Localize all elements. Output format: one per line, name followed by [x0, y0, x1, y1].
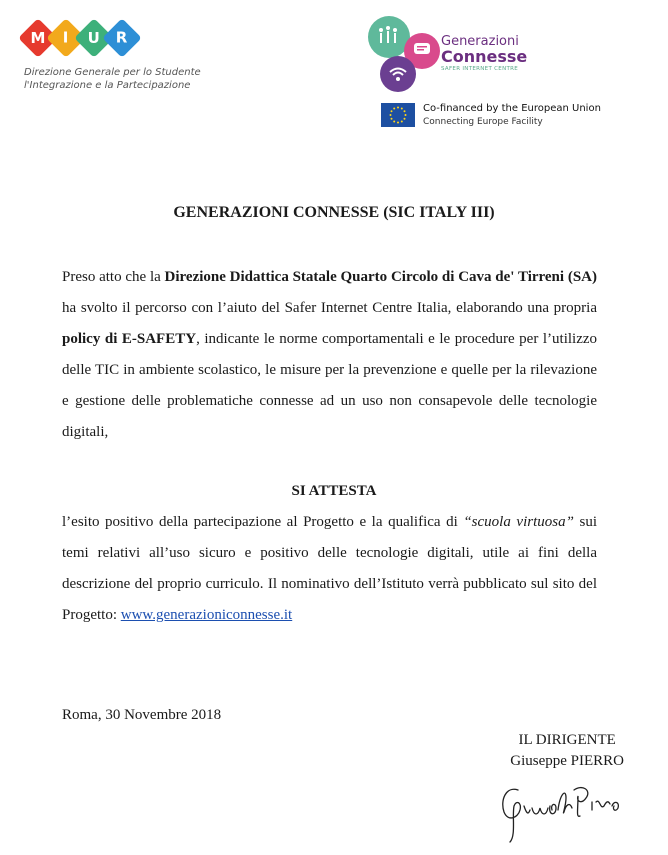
paragraph-preamble: [62, 262, 597, 448]
miur-tile-u: U: [74, 18, 114, 58]
handwritten-signature: [496, 776, 636, 846]
miur-subtitle: [24, 66, 204, 92]
eu-cofinancing: [381, 103, 621, 131]
policy-name: policy di E-SAFETY: [62, 331, 197, 347]
miur-subtitle-line2: l'Integrazione e la Partecipazione: [24, 80, 191, 91]
p1-text-3: , indicante le norme comportamentali e le procedure per l’utilizzo delle TIC in ambiente scolastico, le misure per la prevenzione e quelle per la rilevazione e gestione delle problematiche connesse ad un uso non consapevole delle tecnologie digitali,: [62, 331, 598, 440]
gc-tagline: SAFER INTERNET CENTRE: [441, 66, 519, 72]
generazioni-connesse-logo: [368, 16, 538, 94]
p2-text-1: l’esito positivo della partecipazione al Progetto e la qualifica di: [62, 514, 464, 530]
virtuous-school-quote: “scuola virtuosa”: [463, 514, 574, 530]
signer-block: [510, 730, 624, 772]
chat-bubble-icon: [413, 42, 431, 58]
miur-tile-i: I: [46, 18, 86, 58]
miur-subtitle-line1: Direzione Generale per lo Studente: [24, 67, 201, 78]
eu-cef-text: Connecting Europe Facility: [423, 117, 543, 127]
p2-text-2: sui temi relativi all’uso sicuro e positivo delle tecnologie digitali, utile ai fini della descrizione del proprio curriculo. Il nominativo dell’Istituto verrà pubblicato sul sito del Progetto:: [62, 514, 598, 623]
wifi-signal-icon: [388, 65, 408, 83]
miur-logo: [24, 24, 204, 109]
gc-wordmark: [441, 35, 527, 73]
document-title: GENERAZIONI CONNESSE (SIC ITALY III): [173, 204, 495, 221]
attesta-heading: SI ATTESTA: [291, 483, 377, 499]
paragraph-attestation: [62, 507, 597, 631]
p1-text-1: Preso atto che la: [62, 269, 165, 285]
signer-name: Giuseppe PIERRO: [510, 753, 624, 769]
miur-tile-r: R: [102, 18, 142, 58]
eu-cofinanced-text: Co-financed by the European Union: [423, 103, 601, 114]
gc-title-line1: Generazioni: [441, 34, 519, 49]
miur-tile-m: M: [18, 18, 58, 58]
p1-text-2: ha svolto il percorso con l’aiuto del Safer Internet Centre Italia, elaborando una propria: [62, 300, 597, 316]
school-name: Direzione Didattica Statale Quarto Circolo di Cava de' Tirreni (SA): [164, 269, 597, 285]
signer-role: IL DIRIGENTE: [518, 732, 616, 748]
project-website-link[interactable]: www.generazioniconnesse.it: [120, 607, 293, 623]
miur-wordmark: [24, 24, 204, 52]
document-date: Roma, 30 Novembre 2018: [62, 707, 222, 723]
eu-flag-icon: [381, 103, 415, 127]
gc-title-line2: Connesse: [441, 47, 528, 66]
people-figures-icon: [376, 24, 402, 50]
